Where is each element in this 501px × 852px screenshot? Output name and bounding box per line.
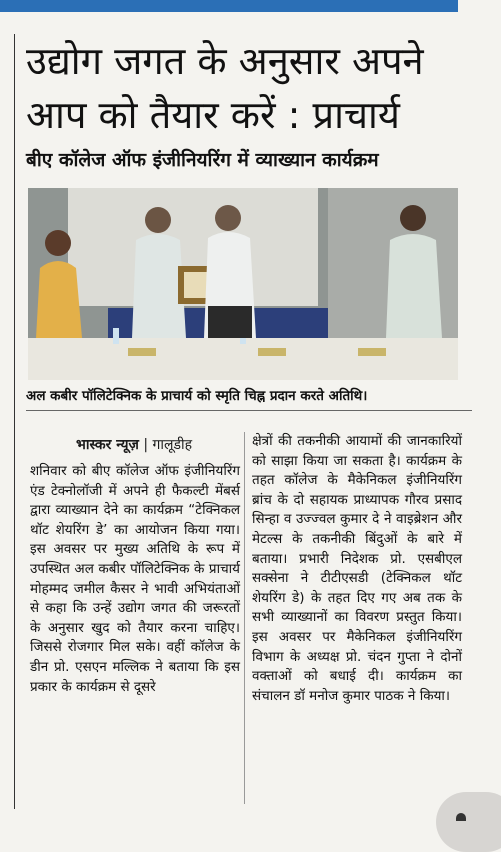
column-divider	[244, 432, 245, 804]
byline	[76, 435, 192, 454]
page-corner-dot	[456, 813, 466, 821]
event-photo	[28, 188, 458, 380]
headline-line-1: उद्योग जगत के अनुसार अपने	[26, 39, 424, 83]
subheadline: बीए कॉलेज ऑफ इंजीनियरिंग में व्याख्यान कार्यक्रम	[26, 149, 379, 171]
headline-line-2: आप को तैयार करें : प्राचार्य	[26, 93, 400, 137]
article-column-2: क्षेत्रों की तकनीकी आयामों की जानकारियों को साझा किया जा सकता है। कार्यक्रम के तहत कॉलेज के मैकेनिकल इंजीनियरिंग ब्रांच के दो सहायक प्राध्यापक गौरव प्रसाद सिन्हा व उज्ज्वल कुमार दे ने वाइब्रेशन और मेटल्स के तकनीकी बिंदुओं के बारे में बताया। प्रभारी निदेशक प्रो. एसबीएल सक्सेना ने टीटीएसडी (टेक्निकल थॉट शेयरिंग डे) के तहत दिए गए अब तक के सभी व्याख्यानों का विवरण प्रस्तुत किया। इस अवसर पर मैकेनिकल इंजीनियरिंग विभाग के अध्यक्ष प्रो. चंदन गुप्ता ने दोनों वक्ताओं को बधाई दी। कार्यक्रम का संचालन डॉ मनोज कुमार पाठक ने किया।	[252, 433, 462, 704]
caption-divider	[26, 410, 472, 411]
byline-source: भास्कर न्यूज़	[76, 437, 139, 453]
page-corner-shape	[436, 792, 501, 852]
event-photo-illustration	[28, 188, 458, 380]
byline-separator: |	[143, 437, 149, 453]
byline-place: गालूडीह	[152, 437, 193, 453]
photo-caption: अल कबीर पॉलिटेक्निक के प्राचार्य को स्मृति चिह्न प्रदान करते अतिथि।	[26, 388, 368, 404]
article-column-1: शनिवार को बीए कॉलेज ऑफ इंजीनियरिंग एंड टेक्नोलॉजी में अपने ही फैकल्टी मेंबर्स द्वारा व्याख्यान देने का कार्यक्रम “टेक्निकल थॉट शेयरिंग डे’ का आयोजन किया गया। इस अवसर पर मुख्य अतिथि के रूप में उपस्थित अल कबीर पॉलिटेक्निक के प्राचार्य मोहम्मद जमील कैसर ने भावी अभियंताओं से कहा कि उन्हें उद्योग जगत की जरूरतों के अनुसार खुद को तैयार करना चाहिए। जिससे रोजगार मिल सके। वहीं कॉलेज के डीन प्रो. एसएन मल्लिक ने बताया कि इस प्रकार के कार्यक्रम से दूसरे	[30, 463, 240, 695]
top-color-bar	[0, 0, 458, 12]
page-left-rule	[14, 34, 15, 809]
